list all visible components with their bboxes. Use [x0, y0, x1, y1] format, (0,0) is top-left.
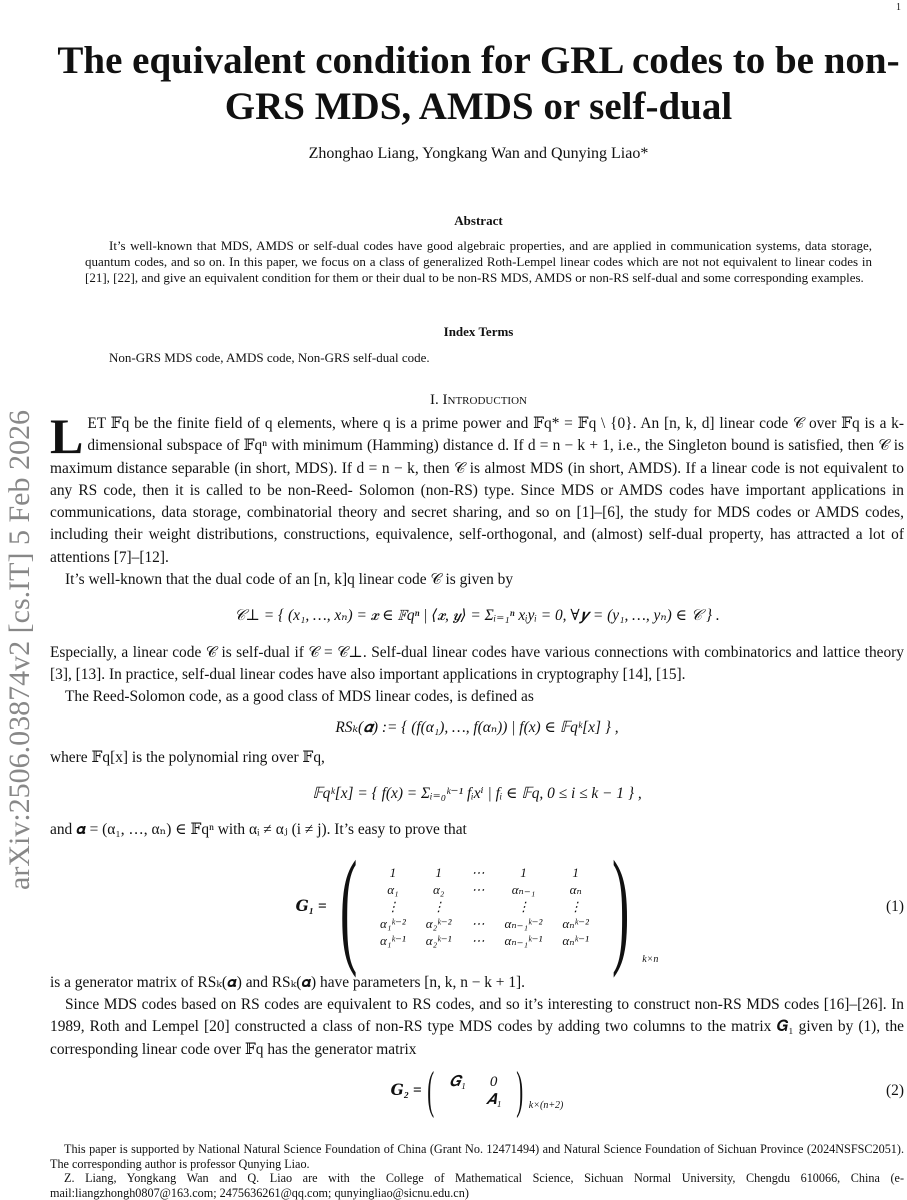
matrix-cell: αₙ₋₁: [511, 882, 536, 898]
index-terms: Non-GRS MDS code, AMDS code, Non-GRS self-dual code.: [109, 350, 430, 365]
matrix-cell: 𝑮₁: [449, 1073, 466, 1090]
matrix-cell: ⋮: [569, 899, 583, 915]
matrix-cell: [462, 898, 495, 915]
matrix-cell: ⋯: [471, 882, 485, 898]
matrix-g2: [439, 1073, 511, 1109]
footnote: Z. Liang, Yongkang Wan and Q. Liao are with the College of Mathematical Science, Sichuan Normal University, Chengdu 610066, China (e-mail:liangzhongh0807@163.com; 2475636261@qq.com; qunyingliao@sicnu.edu.cn): [50, 1171, 904, 1200]
equation-2: 𝑮₂ = ( 𝑮₁ 0 𝑨₁ ) k×(n+2) (2): [390, 1061, 904, 1119]
footnote: This paper is supported by National Natural Science Foundation of China (Grant No. 12471494) and Natural Science Foundation of Sichuan Province (2024NSFSC2051). The corresponding author is professor Qunying Liao.: [50, 1142, 904, 1171]
paragraph: Since MDS codes based on RS codes are equivalent to RS codes, and so it’s interesting to construct non-RS MDS codes [16]–[26]. In 1989, Roth and Lempel [20] constructed a class of non-RS type MDS codes by adding two columns to the matrix 𝑮₁ given by (1), the corresponding linear code over 𝔽q has the generator matrix: [50, 996, 904, 1058]
matrix-cell: 𝑨₁: [485, 1091, 502, 1108]
equation-number: (2): [886, 1081, 904, 1099]
equation-polynomial-space: 𝔽qᵏ[x] = { f(x) = Σᵢ₌₀ᵏ⁻¹ fᵢxⁱ | fᵢ ∈ 𝔽q, 0 ≤ i ≤ k − 1 } ,: [312, 785, 642, 803]
matrix-cell: α₂: [432, 882, 445, 898]
matrix-cell: α₁ᵏ⁻²: [380, 916, 406, 932]
matrix-cell: ⋮: [432, 899, 446, 915]
equation-rs-code: RSₖ(𝜶) := { (f(α₁), …, f(αₙ)) | f(x) ∈ 𝔽qᵏ[x] } ,: [335, 718, 619, 736]
abstract-text: It’s well-known that MDS, AMDS or self-dual codes have good algebraic properties, and are applied in communication systems, data storage, quantum codes, and so on. In this paper, we focus on a class of generalized Roth-Lempel linear codes which are not not equivalent to linear codes in [21], [22], and give an equivalent condition for them or their dual to be non-RS MDS, AMDS or non-RS self-dual and some corresponding examples.: [85, 238, 872, 285]
matrix-cell: α₂ᵏ⁻²: [425, 916, 452, 932]
matrix-cell: α₁: [387, 882, 399, 898]
authors: Zhonghao Liang, Yongkang Wan and Qunying Liao*: [308, 145, 649, 162]
matrix-cell: α₂ᵏ⁻¹: [425, 933, 452, 949]
equation-1: 𝑮₁ = ( 1 1 ⋯ 1 1 α₁ α₂ ⋯ αₙ₋₁ αₙ ⋮ ⋮ ⋮ ⋮ α₁ᵏ⁻² α₂ᵏ⁻² ⋯ αₙ₋₁ᵏ⁻² αₙᵏ⁻² α₁ᵏ⁻¹ α₂ᵏ⁻¹ ⋯ αₙ₋₁ᵏ⁻¹ αₙᵏ⁻¹ ) k×n (1): [295, 834, 904, 979]
matrix-cell: αₙᵏ⁻¹: [562, 933, 589, 949]
drop-cap: L: [50, 408, 84, 464]
equation-number: (1): [886, 897, 904, 915]
matrix-row: [370, 915, 599, 932]
matrix-g1: [370, 864, 599, 949]
abstract-heading: Abstract: [454, 213, 503, 228]
arxiv-stamp: arXiv:2506.03874v2 [cs.IT] 5 Feb 2026: [3, 410, 36, 890]
matrix-cell: ⋮: [516, 899, 530, 915]
matrix-cell: 0: [489, 1073, 498, 1090]
matrix-row: [370, 881, 599, 898]
matrix-cell: αₙ₋₁ᵏ⁻²: [504, 916, 543, 932]
matrix-cell: ⋯: [471, 916, 485, 932]
paragraph: where 𝔽q[x] is the polynomial ring over 𝔽q,: [50, 748, 325, 766]
matrix-cell: αₙ₋₁ᵏ⁻¹: [504, 933, 543, 949]
matrix-cell: 1: [435, 865, 442, 881]
matrix-cell: 1: [520, 865, 527, 881]
body-text: [50, 408, 904, 1121]
matrix-row: [370, 932, 599, 949]
matrix-cell: ⋮: [386, 899, 400, 915]
paragraph: LET 𝔽q be the finite field of q elements, where q is a prime power and 𝔽q* = 𝔽q \ {0}. An [n, k, d] linear code 𝒞 over 𝔽q is a k-dimensional subspace of 𝔽qⁿ with minimum (Hamming) distance d. If d = n − k + 1, i.e., the Singleton bound is satisfied, then 𝒞 is maximum distance separable (in short, MDS). If d = n − k, then 𝒞 is almost MDS (in short, AMDS). If a linear code is not equivalent to any RS code, then it is called to be non-Reed- Solomon (non-RS) type. Since MDS or AMDS codes have important applications in communications, data storage, combinatorial theory and secret sharing, and so on [1]–[6], the study for MDS codes or AMDS codes, including their weight distributions, constructions, equivalence, self-orthogonal, and (almost) self-dual property, has attracted a lot of attentions [7]–[12].: [50, 408, 904, 566]
paragraph: The Reed-Solomon code, as a good class of MDS linear codes, is defined as: [65, 688, 534, 706]
equation-dual-code: 𝒞⊥ = { (x₁, …, xₙ) = 𝒙 ∈ 𝔽qⁿ | ⟨𝒙, 𝒚⟩ = Σᵢ₌₁ⁿ xᵢyᵢ = 0, ∀𝒚 = (y₁, …, yₙ) ∈ 𝒞 } .: [234, 607, 720, 625]
matrix-cell: α₁ᵏ⁻¹: [380, 933, 406, 949]
matrix-cell: αₙᵏ⁻²: [562, 916, 589, 932]
matrix-row: [370, 864, 599, 881]
paragraph: Especially, a linear code 𝒞 is self-dual if 𝒞 = 𝒞⊥. Self-dual linear codes have various connections with combinatorics and lattice theory [3], [13]. In practice, self-dual linear codes have also important applications in cryptography [14], [15].: [50, 643, 904, 683]
matrix-cell: ⋯: [471, 933, 485, 949]
paragraph: It’s well-known that the dual code of an [n, k]q linear code 𝒞 is given by: [65, 571, 514, 589]
page-number: 1: [896, 2, 901, 13]
matrix-row: [439, 1091, 511, 1109]
matrix-row: [439, 1073, 511, 1091]
matrix-cell: 1: [389, 865, 397, 881]
matrix-cell: αₙ: [569, 882, 582, 898]
paragraph: is a generator matrix of RSₖ(𝜶) and RSₖ(𝜶) have parameters [n, k, n − k + 1].: [50, 973, 526, 991]
matrix-cell: ⋯: [471, 865, 485, 881]
matrix-cell: 1: [572, 865, 579, 881]
footnotes: [50, 1142, 904, 1200]
paragraph: and 𝜶 = (α₁, …, αₙ) ∈ 𝔽qⁿ with αᵢ ≠ αⱼ (i ≠ j). It’s easy to prove that: [50, 821, 467, 839]
matrix-cell: [439, 1091, 476, 1109]
paper-title: The equivalent condition for GRL codes to be non-GRS MDS, AMDS or self-dual: [57, 39, 900, 128]
matrix-row: [370, 898, 599, 915]
index-terms-heading: Index Terms: [443, 324, 514, 339]
section-heading: I. Introduction: [430, 392, 527, 408]
